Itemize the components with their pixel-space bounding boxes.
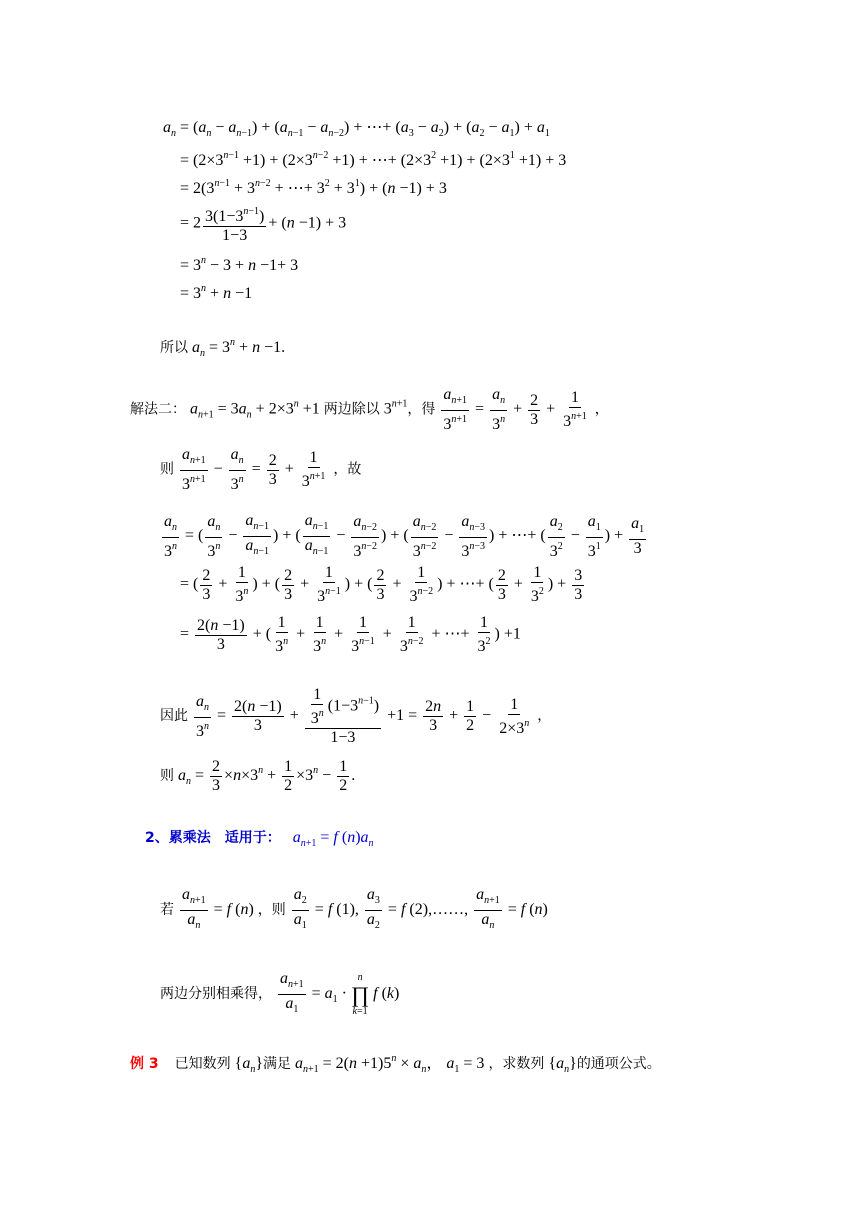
section2-multiply-text: 两边分别相乘得， — [160, 986, 272, 1003]
solution2-intro: 解法二： $a_{n+1} = 3a_n + 2\times 3^n +1$ 两边除以 $3^{n+1}$，得 $\frac{a_{n+1}}{3^{n+1}}$ = $\frac{a_n}{3^n}$ + $\frac{2}{3}$ + $\frac{1}{3^{n+1}}$ ， — [130, 386, 609, 433]
derivation-line-2: = $(2\times 3^{n-1} +1) + (2\times 3^{n-2} +1)$ + ⋯+ $(2\times 3^2 +1) + (2\times 3^1 +1) + 3$ — [180, 150, 567, 169]
solution2-therefore-text: ，故 — [333, 461, 362, 478]
sum-line-3: = $\frac{2(n -1)}{3}$ + ( $\frac{1}{3^n}$ + $\frac{1}{3^n}$ + $\frac{1}{3^{n-1}}$ + $\frac{1}{3^{n-2}}$ + ⋯+ $\frac{1}{3^2}$ ) +1 — [180, 614, 521, 655]
example3-text2: 满足 — [263, 1056, 291, 1072]
derivation-line-5: = $3^n - 3 + n -1+ 3$ — [180, 255, 299, 274]
final-then-text: 则 — [160, 768, 174, 785]
example3-line: 例 3 已知数列 $\{a_n\}$满足 $a_{n+1} = 2(n +1)5^n \times a_n$， $a_1 = 3$ ，求数列 $\{a_n\}$的通项公式。 — [130, 1053, 661, 1075]
solution2-divide-text: 两边除以 — [323, 401, 380, 418]
solution2-label: 解法二： — [130, 401, 186, 418]
solution2-then: 则 $\frac{a_{n+1}}{3^{n+1}}$ − $\frac{a_n}{3^n}$ = $\frac{2}{3}$ + $\frac{1}{3^{n+1}}$ ，故 — [160, 446, 362, 493]
solution2-then-text: 则 — [160, 461, 174, 478]
example3-text4: 的通项公式。 — [576, 1056, 661, 1072]
derivation-line-4: = 2 $\frac{3(1-3^{n-1})}{1-3}$ + (n −1) + 3 — [180, 203, 346, 245]
section2-ellipsis: …… — [432, 901, 465, 919]
hence-text: 因此 — [160, 708, 188, 725]
section2-then-text: ，则 — [257, 902, 286, 919]
section2-applies-label: 适用于： — [224, 830, 281, 846]
section2-if-line: 若 $\frac{a_{n+1}}{a_n}$ = f (n) ，则 $\frac{a_2}{a_1}$ = f (1), $\frac{a_3}{a_2}$ = f (2),……, $\frac{a_{n+1}}{a_n}$ = f (n) — [160, 886, 548, 931]
section2-heading-line: 2、累乘法 适用于： $a_{n+1} = f$ $(n)a_n$ — [145, 829, 374, 849]
solution2-get-text: ，得 — [407, 401, 436, 418]
answer-prefix: 所以 — [160, 340, 188, 356]
answer-line: 所以 $a_n = 3^n + n -1$. — [160, 337, 286, 359]
derivation-line-3: = $2(3^{n-1} + 3^{n-2}$ + ⋯+ $3^2 + 3^1) + (n -1) + 3$ — [180, 178, 447, 197]
sum-line-1: $\frac{a_n}{3^n}$ = ( $\frac{a_n}{3^n}$ − $\frac{a_{n-1}}{a_{n-1}}$ ) + ( $\frac{a_{n-1}}{a_{n-1}}$ − $\frac{a_{n-2}}{3^{n-2}}$ ) + ( $\frac{a_{n-2}}{3^{n-2}}$ − $\frac{a_{n-3}}{3^{n-3}}$ ) + ⋯+ ( $\frac{a_2}{3^2}$ − $\frac{a_1}{3^1}$ ) + $\frac{a_1}{3}$ — [164, 512, 645, 560]
hence-line: 因此 $\frac{a_n}{3^n}$ = $\frac{2(n -1)}{3}$ + $\frac{1}{3^n}$ $(1-3^{n-1})$ 1−3 +1 = $\frac{2n}{3}$ + $\frac{1}{2}$ − $\frac{1}{2\times 3^n}$ ， — [160, 686, 552, 746]
final-then-line: 则 $a_n$ = $\frac{2}{3}$ $\times n\times 3^n$ + $\frac{1}{2}$ $\times 3^n$ − $\frac{1}{2}$ . — [160, 758, 356, 794]
section2-heading: 2、累乘法 — [145, 830, 211, 846]
example3-label: 例 3 — [130, 1056, 159, 1072]
section2-multiply-line: 两边分别相乘得， $\frac{a_{n+1}}{a_1}$ = $a_1$ · n ∏ k=1 f (k) — [160, 970, 400, 1017]
example3-text1: 已知数列 — [174, 1056, 231, 1072]
example3-text3: ，求数列 — [488, 1056, 545, 1072]
derivation-line-1: $a_n = (a_n - a_{n-1}) + (a_{n-1} - a_{n-2})$ + ⋯+ $(a_3 - a_2) + (a_2 - a_1) + a_1$ — [163, 119, 550, 139]
derivation-line-6: = $3^n + n -1$ — [180, 283, 253, 302]
sum-line-2: = ( $\frac{2}{3}$ + $\frac{1}{3^n}$ ) + ( $\frac{2}{3}$ + $\frac{1}{3^{n-1}}$ ) + ( $\frac{2}{3}$ + $\frac{1}{3^{n-2}}$ ) + ⋯+ ( $\frac{2}{3}$ + $\frac{1}{3^2}$ ) + $\frac{3}{3}$ — [180, 564, 583, 605]
section2-if-text: 若 — [160, 902, 174, 919]
